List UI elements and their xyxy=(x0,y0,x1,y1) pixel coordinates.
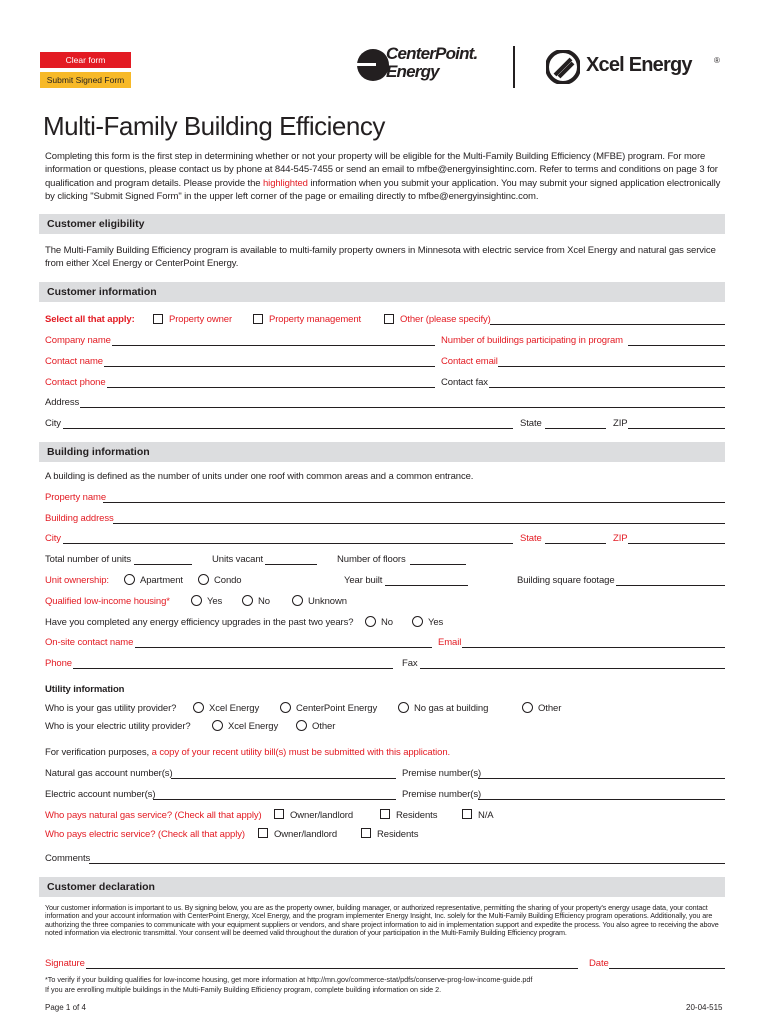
electric-account-field[interactable] xyxy=(153,799,396,800)
page-number: Page 1 of 4 xyxy=(45,1003,86,1012)
clear-form-button[interactable]: Clear form xyxy=(40,52,131,68)
footnote-multiple-buildings: If you are enrolling multiple buildings in the Multi-Family Building Efficiency program, complete building information on side 2. xyxy=(45,985,442,994)
gas-other-radio[interactable] xyxy=(522,702,533,713)
num-floors-field[interactable] xyxy=(410,564,466,565)
building-city-field[interactable] xyxy=(63,543,513,544)
num-buildings-field[interactable] xyxy=(628,345,725,346)
page-title: Multi-Family Building Efficiency xyxy=(43,111,385,141)
eligibility-text: The Multi-Family Building Efficiency program is available to multi-family property owners in Minnesota with electric service from Xcel Energy and natural gas service from either Xcel Energy or CenterPoint Energy. xyxy=(45,245,716,270)
utility-heading: Utility information xyxy=(45,684,125,695)
upgrades-no-radio[interactable] xyxy=(365,616,376,627)
xcel-registered-mark: ® xyxy=(714,56,720,65)
low-income-unknown-label: Unknown xyxy=(308,596,347,607)
elec-premise-field[interactable] xyxy=(478,799,725,800)
gas-provider-question: Who is your gas utility provider? xyxy=(45,703,177,714)
elec-owner-checkbox[interactable] xyxy=(258,828,268,838)
other-specify-label: Other (please specify) xyxy=(400,314,491,325)
gas-other-label: Other xyxy=(538,703,562,714)
upgrades-yes-radio[interactable] xyxy=(412,616,423,627)
sqft-field[interactable] xyxy=(616,585,725,586)
contact-email-label: Contact email xyxy=(441,356,498,367)
contact-name-label: Contact name xyxy=(45,356,103,367)
state-field[interactable] xyxy=(545,428,606,429)
low-income-yes-label: Yes xyxy=(207,596,223,607)
gas-owner-label: Owner/landlord xyxy=(290,810,354,821)
unit-ownership-label: Unit ownership: xyxy=(45,575,109,586)
property-management-label: Property management xyxy=(269,314,362,325)
gas-premise-field[interactable] xyxy=(478,778,725,779)
section-bar-customer: Customer information xyxy=(39,282,725,302)
units-vacant-field[interactable] xyxy=(265,564,317,565)
building-address-label: Building address xyxy=(45,513,114,524)
total-units-label: Total number of units xyxy=(45,554,132,565)
onsite-fax-label: Fax xyxy=(402,658,418,669)
comments-label: Comments xyxy=(45,853,91,864)
onsite-phone-label: Phone xyxy=(45,658,72,669)
low-income-label: Qualified low-income housing* xyxy=(45,596,170,607)
verification-note: For verification purposes, a copy of your recent utility bill(s) must be submitted with this application. xyxy=(45,747,451,758)
units-vacant-label: Units vacant xyxy=(212,554,264,565)
contact-name-field[interactable] xyxy=(104,366,435,367)
intro-highlight: highlighted xyxy=(263,177,308,189)
xcel-logo xyxy=(546,48,726,86)
onsite-contact-label: On-site contact name xyxy=(45,637,134,648)
property-owner-checkbox[interactable] xyxy=(153,314,163,324)
upgrades-no-label: No xyxy=(381,617,393,628)
zip-label: ZIP xyxy=(613,418,628,429)
building-state-label: State xyxy=(520,533,542,544)
other-specify-field[interactable] xyxy=(490,324,725,325)
property-name-field[interactable] xyxy=(103,502,725,503)
electric-account-label: Electric account number(s) xyxy=(45,789,156,800)
year-built-label: Year built xyxy=(344,575,383,586)
state-label: State xyxy=(520,418,542,429)
building-state-field[interactable] xyxy=(545,543,606,544)
property-owner-label: Property owner xyxy=(169,314,233,325)
xcel-name: Xcel Energy xyxy=(586,54,692,76)
xcel-energy-mark-icon xyxy=(546,50,580,84)
gas-na-label: N/A xyxy=(478,810,494,821)
contact-email-field[interactable] xyxy=(498,366,725,367)
comments-field[interactable] xyxy=(89,863,725,864)
condo-radio[interactable] xyxy=(198,574,209,585)
centerpoint-name-line2: Energy xyxy=(386,62,439,81)
elec-xcel-label: Xcel Energy xyxy=(228,721,279,732)
building-zip-field[interactable] xyxy=(628,543,725,544)
condo-label: Condo xyxy=(214,575,242,586)
date-field[interactable] xyxy=(609,968,725,969)
elec-other-radio[interactable] xyxy=(296,720,307,731)
onsite-email-label: Email xyxy=(438,637,462,648)
other-specify-checkbox[interactable] xyxy=(384,314,394,324)
signature-label: Signature xyxy=(45,958,85,969)
contact-fax-label: Contact fax xyxy=(441,377,488,388)
apartment-radio[interactable] xyxy=(124,574,135,585)
centerpoint-logo xyxy=(356,44,486,88)
date-label: Date xyxy=(589,958,609,969)
centerpoint-name-line1: CenterPoint. xyxy=(386,44,478,63)
gas-account-field[interactable] xyxy=(171,778,396,779)
zip-field[interactable] xyxy=(628,428,725,429)
low-income-unknown-radio[interactable] xyxy=(292,595,303,606)
building-definition: A building is defined as the number of units under one roof with common areas and a common entrance. xyxy=(45,471,474,482)
elec-owner-label: Owner/landlord xyxy=(274,829,338,840)
gas-premise-label: Premise number(s) xyxy=(402,768,482,779)
building-zip-label: ZIP xyxy=(613,533,628,544)
city-field[interactable] xyxy=(63,428,513,429)
address-label: Address xyxy=(45,397,80,408)
property-name-label: Property name xyxy=(45,492,107,503)
city-label: City xyxy=(45,418,61,429)
gas-residents-label: Residents xyxy=(396,810,438,821)
electric-provider-question: Who is your electric utility provider? xyxy=(45,721,191,732)
onsite-email-field[interactable] xyxy=(462,647,725,648)
building-city-label: City xyxy=(45,533,61,544)
num-floors-label: Number of floors xyxy=(337,554,406,565)
low-income-no-radio[interactable] xyxy=(242,595,253,606)
gas-owner-checkbox[interactable] xyxy=(274,809,284,819)
total-units-field[interactable] xyxy=(134,564,192,565)
submit-signed-form-button[interactable]: Submit Signed Form xyxy=(40,72,131,88)
gas-centerpoint-label: CenterPoint Energy xyxy=(296,703,378,714)
elec-premise-label: Premise number(s) xyxy=(402,789,482,800)
gas-xcel-label: Xcel Energy xyxy=(209,703,260,714)
gas-xcel-radio[interactable] xyxy=(193,702,204,713)
who-pays-electric-label: Who pays electric service? (Check all that apply) xyxy=(45,829,245,840)
section-bar-declaration: Customer declaration xyxy=(39,877,725,897)
low-income-no-label: No xyxy=(258,596,270,607)
onsite-contact-field[interactable] xyxy=(135,647,432,648)
year-built-field[interactable] xyxy=(385,585,468,586)
company-name-field[interactable] xyxy=(112,345,435,346)
elec-residents-label: Residents xyxy=(377,829,419,840)
elec-xcel-radio[interactable] xyxy=(212,720,223,731)
contact-fax-field[interactable] xyxy=(489,387,725,388)
property-management-checkbox[interactable] xyxy=(253,314,263,324)
elec-other-label: Other xyxy=(312,721,336,732)
logo-divider xyxy=(513,46,515,88)
contact-phone-label: Contact phone xyxy=(45,377,106,388)
num-buildings-label: Number of buildings participating in program xyxy=(441,335,624,346)
who-pays-gas-label: Who pays natural gas service? (Check all that apply) xyxy=(45,810,262,821)
sqft-label: Building square footage xyxy=(517,575,615,586)
onsite-phone-field[interactable] xyxy=(73,668,393,669)
footnote-low-income: *To verify if your building qualifies for low-income housing, get more information at http://mn.gov/commerce-stat/pdfs/conserve-prog-low-income-guide.pdf xyxy=(45,975,533,984)
gas-centerpoint-radio[interactable] xyxy=(280,702,291,713)
apartment-label: Apartment xyxy=(140,575,183,586)
low-income-yes-radio[interactable] xyxy=(191,595,202,606)
section-bar-eligibility: Customer eligibility xyxy=(39,214,725,234)
building-address-field[interactable] xyxy=(113,523,725,524)
gas-residents-checkbox[interactable] xyxy=(380,809,390,819)
intro-paragraph: Completing this form is the first step in determining whether or not your property will be eligible for the Multi-Family Building Efficiency (MFBE) program. For more information or questions, please contact us by phone at 844-545-7455 or send an email to mfbe@energyinsightinc.com. Refer to terms and conditions on page 3 for qualification and program details. Please provide the highlighted information when you submit your application. You may submit your signed application electronically by clicking "Submit Signed Form" in the upper left corner of the page or emailing directly to mfbe@energyinsightinc.com. xyxy=(45,151,721,203)
upgrades-question: Have you completed any energy efficiency upgrades in the past two years? xyxy=(45,617,354,628)
signature-field[interactable] xyxy=(86,968,578,969)
gas-na-checkbox[interactable] xyxy=(462,809,472,819)
no-gas-label: No gas at building xyxy=(414,703,489,714)
form-code: 20-04-515 xyxy=(686,1003,723,1012)
centerpoint-swoosh-icon xyxy=(356,48,390,82)
elec-residents-checkbox[interactable] xyxy=(361,828,371,838)
declaration-text: Your customer information is important to us. By signing below, you are as the property owner, building manager, or authorized representative, permitting the sharing of your property's energy usage data, your contact information and your account information with CenterPoint Energy, Xcel Energy, and the program implementer Energy Insight, Inc. solely for the Multi-Family Building Efficiency program operations. Additionally, you are authorizing the three companies to communicate with your equipment suppliers or vendors, and share project information to aid in implementation support and expedite the process. You also agree to receiving the above noted information via electronic transmittal. Your consent will be deemed valid throughout the duration of your participation in the Multi-Family Building Efficiency program. xyxy=(45,903,719,938)
company-name-label: Company name xyxy=(45,335,111,346)
select-all-label: Select all that apply: xyxy=(45,314,135,325)
onsite-fax-field[interactable] xyxy=(420,668,725,669)
upgrades-yes-label: Yes xyxy=(428,617,444,628)
no-gas-radio[interactable] xyxy=(398,702,409,713)
address-field[interactable] xyxy=(80,407,725,408)
gas-account-label: Natural gas account number(s) xyxy=(45,768,173,779)
section-bar-building: Building information xyxy=(39,442,725,462)
contact-phone-field[interactable] xyxy=(107,387,435,388)
